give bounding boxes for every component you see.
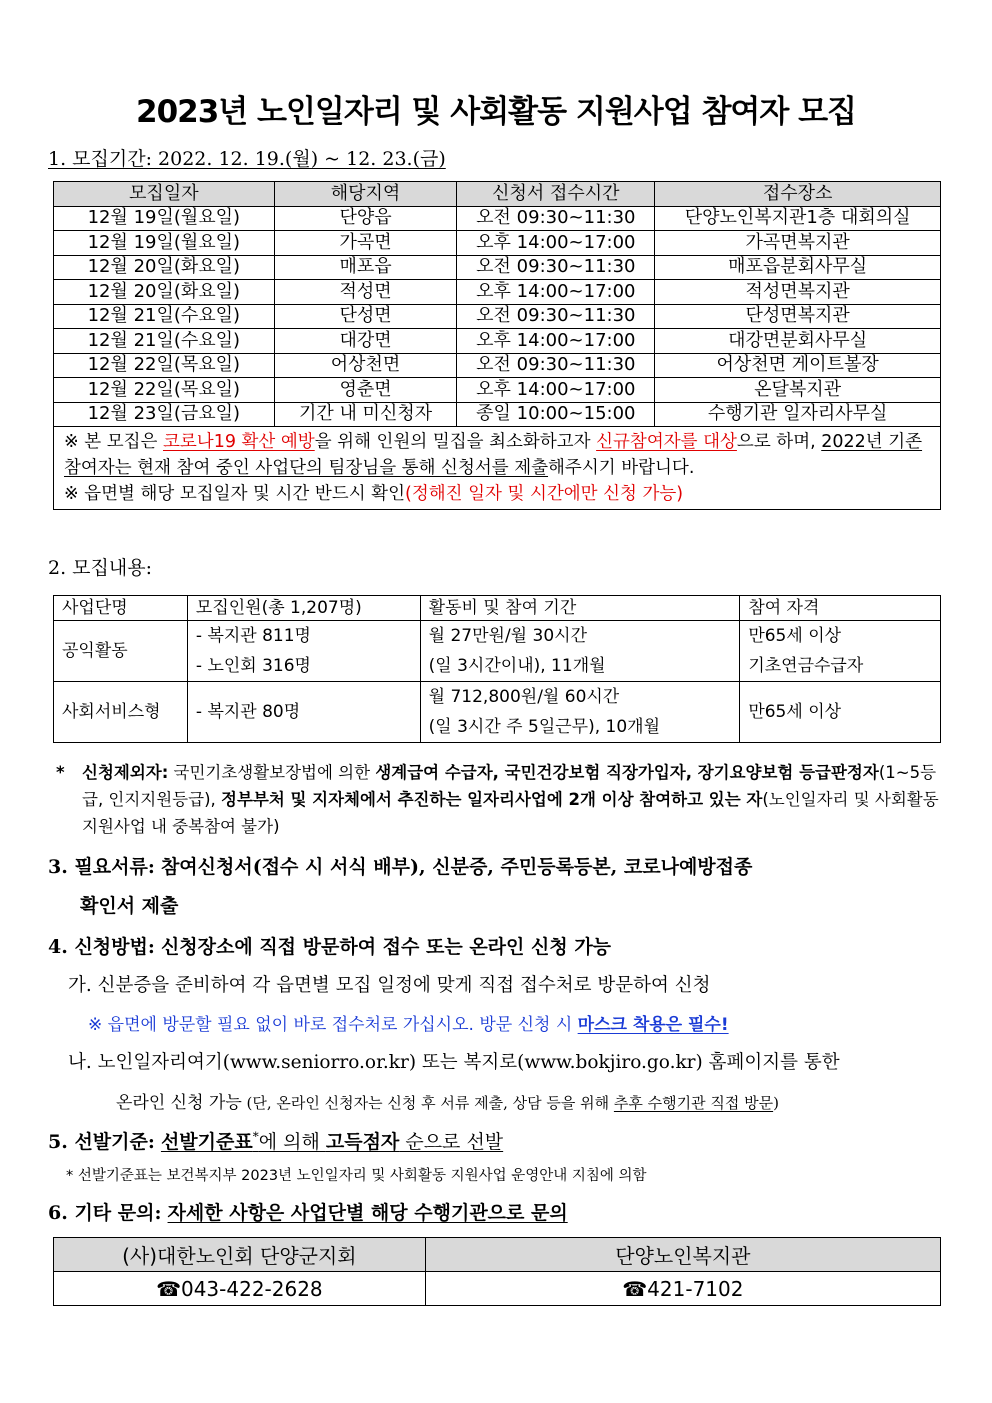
docs-label: 3. 필요서류: (48, 856, 155, 878)
cell-place: 대강면분회사무실 (655, 329, 941, 354)
cell-place: 단성면복지관 (655, 304, 941, 329)
header-date: 모집일자 (54, 182, 275, 207)
contact-header-row (54, 1238, 941, 1272)
selection-sup: * (252, 1129, 259, 1144)
method-line (48, 932, 611, 959)
cell-time: 오전 09:30~11:30 (457, 353, 655, 378)
program-pay (420, 682, 740, 743)
table-row (54, 621, 941, 682)
note-covid (64, 429, 932, 481)
method-label: 4. 신청방법: (48, 936, 155, 958)
exclusion-bold: 생계급여 수급자, 국민건강보험 직장가입자, 장기요양보험 등급판정자 (375, 763, 879, 782)
header-program: 사업단명 (54, 596, 188, 621)
schedule-table (53, 181, 941, 510)
contact-org: 단양노인복지관 (425, 1238, 940, 1272)
header-place: 접수장소 (655, 182, 941, 207)
cell-date: 12월 21일(수요일) (54, 329, 275, 354)
cell-region: 어상천면 (274, 353, 457, 378)
docs-text: 참여신청서(접수 시 서식 배부), 신분증, 주민등록등본, 코로나예방접종 (160, 856, 753, 878)
cell-date: 12월 21일(수요일) (54, 304, 275, 329)
schedule-header-row (54, 182, 941, 207)
method-na-2 (116, 1088, 779, 1113)
na-text: 온라인 신청 가능 (116, 1093, 242, 1113)
count-line: - 노인회 316명 (195, 656, 311, 676)
table-row (54, 329, 941, 354)
docs-line-2 (80, 891, 178, 918)
table-row (54, 231, 941, 256)
selection-text (161, 1131, 503, 1153)
program-count: - 복지관 80명 (187, 682, 420, 743)
table-row (54, 378, 941, 403)
schedule-notes (54, 427, 941, 510)
header-time: 신청서 접수시간 (457, 182, 655, 207)
cell-region: 가곡면 (274, 231, 457, 256)
page-title: 2023년 노인일자리 및 사회활동 지원사업 참여자 모집 (136, 94, 856, 130)
content-header-row (54, 596, 941, 621)
cell-region: 대강면 (274, 329, 457, 354)
na-underline: 추후 수행기관 직접 방문 (613, 1094, 774, 1112)
table-row (54, 402, 941, 427)
selection-label: 5. 선발기준: (48, 1131, 155, 1153)
cell-time: 오후 14:00~17:00 (457, 378, 655, 403)
table-row (54, 280, 941, 305)
pay-line: (일 3시간이내), 11개월 (428, 656, 606, 676)
cell-place: 수행기관 일자리사무실 (655, 402, 941, 427)
cell-region: 단양읍 (274, 206, 457, 231)
selection-line (48, 1127, 503, 1154)
qual-line: 기초연금수급자 (748, 656, 864, 676)
inquiry-label: 6. 기타 문의: (48, 1202, 162, 1224)
program-pay (420, 621, 740, 682)
content-heading: 2. 모집내용: (48, 557, 152, 579)
cell-place: 어상천면 게이트볼장 (655, 353, 941, 378)
pay-line: 월 27만원/월 30시간 (428, 626, 587, 646)
cell-date: 12월 22일(목요일) (54, 353, 275, 378)
docs-line (48, 852, 752, 879)
exclusion-text (82, 759, 944, 840)
cell-time: 오전 09:30~11:30 (457, 255, 655, 280)
cell-date: 12월 23일(금요일) (54, 402, 275, 427)
header-qualification: 참여 자격 (740, 596, 941, 621)
program-count (187, 621, 420, 682)
header-count: 모집인원(총 1,207명) (187, 596, 420, 621)
cell-place: 단양노인복지관1층 대회의실 (655, 206, 941, 231)
inquiry-text: 자세한 사항은 사업단별 해당 수행기관으로 문의 (167, 1202, 568, 1224)
cell-region: 단성면 (274, 304, 457, 329)
exclusion-star: * (56, 763, 65, 782)
program-qualification: 만65세 이상 (740, 682, 941, 743)
cell-date: 12월 20일(화요일) (54, 255, 275, 280)
cell-place: 매포읍분회사무실 (655, 255, 941, 280)
program-name: 공익활동 (54, 621, 188, 682)
exclusion-label: 신청제외자: (82, 763, 169, 782)
note-text: ※ 본 모집은 (64, 432, 163, 452)
content-table (53, 595, 941, 743)
contact-table (53, 1237, 941, 1306)
program-qualification (740, 621, 941, 682)
cell-date: 12월 22일(목요일) (54, 378, 275, 403)
note-text: 해주시기 바랍니다. (548, 458, 695, 478)
cell-time: 오후 14:00~17:00 (457, 329, 655, 354)
cell-time: 종일 10:00~15:00 (457, 402, 655, 427)
cell-date: 12월 20일(화요일) (54, 280, 275, 305)
note-text: 을 위해 인원의 밀집을 최소화하고자 (314, 432, 597, 452)
note-highlight: (정해진 일자 및 시간에만 신청 가능) (405, 484, 684, 504)
note-highlight: 코로나19 확산 예방 (162, 432, 315, 452)
cell-place: 적성면복지관 (655, 280, 941, 305)
exclusion-plain: (1~5등급, 인지지원등급), (82, 763, 937, 809)
selection-plain: 순으로 선발 (399, 1131, 504, 1153)
docs-text: 확인서 제출 (80, 895, 179, 917)
mask-required: 마스크 착용은 필수! (577, 1015, 729, 1035)
exclusion-bold: 정부부처 및 지자체에서 추진하는 일자리사업에 2개 이상 참여하고 있는 자 (221, 790, 763, 809)
selection-plain: 에 의해 (258, 1131, 326, 1153)
cell-time: 오전 09:30~11:30 (457, 206, 655, 231)
method-ga: 가. 신분증을 준비하여 각 읍면별 모집 일정에 맞게 직접 접수처로 방문하여 신청 (68, 975, 711, 996)
table-row (54, 304, 941, 329)
ga-note-text: ※ 읍면에 방문할 필요 없이 바로 접수처로 가십시오. 방문 신청 시 (88, 1015, 578, 1035)
exclusion-plain: (노인일자리 및 사회활동 지원사업 내 중복참여 불가) (82, 790, 939, 836)
exclusion-note (56, 759, 944, 840)
table-row (54, 682, 941, 743)
note-underline: 2022년 기존참여자는 현재 참여 중인 사업단의 팀장님을 통해 신청서를 제출 (64, 432, 923, 478)
cell-region: 매포읍 (274, 255, 457, 280)
count-line: - 복지관 811명 (195, 626, 311, 646)
contact-phone: ☎421-7102 (425, 1272, 940, 1306)
cell-region: 영춘면 (274, 378, 457, 403)
exclusion-plain: 국민기초생활보장법에 의한 (168, 763, 376, 782)
cell-date: 12월 19일(월요일) (54, 231, 275, 256)
method-ga-note (88, 1010, 729, 1035)
cell-time: 오후 14:00~17:00 (457, 231, 655, 256)
recruit-period: 1. 모집기간: 2022. 12. 19.(월) ~ 12. 23.(금) (48, 148, 446, 170)
header-pay: 활동비 및 참여 기간 (420, 596, 740, 621)
table-row (54, 255, 941, 280)
pay-line: (일 3시간 주 5일근무), 10개월 (428, 717, 661, 737)
note-text: ※ 읍면별 해당 모집일자 및 시간 반드시 확인 (64, 484, 405, 504)
cell-region: 적성면 (274, 280, 457, 305)
selection-note: * 선발기준표는 보건복지부 2023년 노인일자리 및 사회활동 지원사업 운영안내 지침에 의함 (66, 1168, 647, 1184)
table-row (54, 353, 941, 378)
header-region: 해당지역 (274, 182, 457, 207)
inquiry-line (48, 1198, 568, 1225)
cell-date: 12월 19일(월요일) (54, 206, 275, 231)
cell-place: 온달복지관 (655, 378, 941, 403)
contact-phone-row (54, 1272, 941, 1306)
note-text: 으로 하며, (736, 432, 822, 452)
table-row (54, 206, 941, 231)
qual-line: 만65세 이상 (748, 626, 842, 646)
selection-bold: 고득점자 (325, 1131, 400, 1153)
selection-bold: 선발기준표 (160, 1131, 253, 1153)
contact-phone: ☎043-422-2628 (54, 1272, 426, 1306)
method-na-1: 나. 노인일자리여기(www.seniorro.or.kr) 또는 복지로(www.bokjiro.go.kr) 홈페이지를 통한 (68, 1052, 840, 1073)
contact-org: (사)대한노인회 단양군지회 (54, 1238, 426, 1272)
pay-line: 월 712,800원/월 60시간 (428, 687, 620, 707)
na-text: (단, 온라인 신청자는 신청 후 서류 제출, 상담 등을 위해 (241, 1094, 614, 1112)
na-text: ) (773, 1094, 779, 1112)
note-check (64, 481, 932, 507)
cell-region: 기간 내 미신청자 (274, 402, 457, 427)
cell-time: 오전 09:30~11:30 (457, 304, 655, 329)
program-name: 사회서비스형 (54, 682, 188, 743)
cell-time: 오후 14:00~17:00 (457, 280, 655, 305)
cell-place: 가곡면복지관 (655, 231, 941, 256)
method-text: 신청장소에 직접 방문하여 접수 또는 온라인 신청 가능 (160, 936, 612, 958)
note-highlight: 신규참여자를 대상 (596, 432, 737, 452)
